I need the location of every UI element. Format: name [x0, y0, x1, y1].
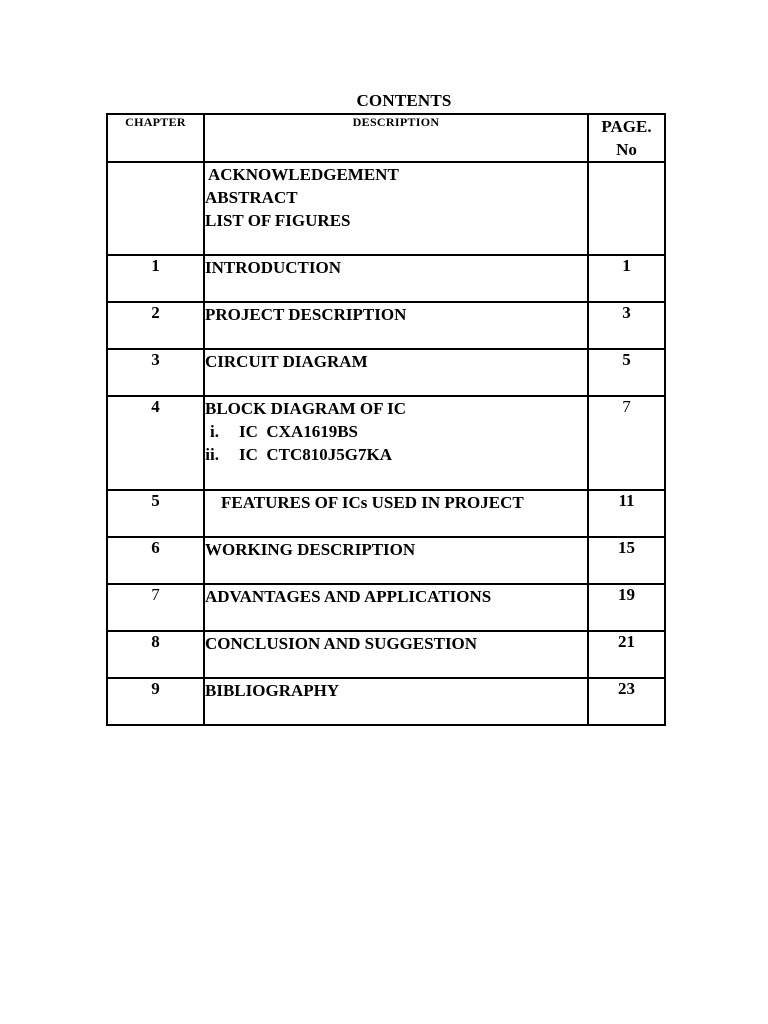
front-matter-item: LIST OF FIGURES	[205, 211, 351, 230]
table-row	[107, 678, 665, 725]
description-column-header: DESCRIPTION	[204, 114, 588, 162]
chapter-title: CONCLUSION AND SUGGESTION	[204, 631, 588, 678]
chapter-number: 4	[107, 396, 204, 490]
chapter-number: 6	[107, 537, 204, 584]
page-number: 11	[588, 490, 665, 537]
page-number: 7	[588, 396, 665, 490]
chapter-title-with-subitems	[204, 396, 588, 490]
chapter-title: WORKING DESCRIPTION	[204, 537, 588, 584]
table-row	[107, 584, 665, 631]
chapter-title: CIRCUIT DIAGRAM	[204, 349, 588, 396]
chapter-number: 8	[107, 631, 204, 678]
table-row	[107, 537, 665, 584]
front-matter-description-cell	[204, 162, 588, 255]
chapter-title: ADVANTAGES AND APPLICATIONS	[204, 584, 588, 631]
chapter-title: BIBLIOGRAPHY	[204, 678, 588, 725]
front-matter-page-cell	[588, 162, 665, 255]
front-matter-row	[107, 162, 665, 255]
chapter-title: FEATURES OF ICs USED IN PROJECT	[204, 490, 588, 537]
page-number: 15	[588, 537, 665, 584]
table-row	[107, 255, 665, 302]
chapter-number: 1	[107, 255, 204, 302]
subitem-marker: i.	[210, 422, 219, 441]
page-number: 3	[588, 302, 665, 349]
chapter-number: 2	[107, 302, 204, 349]
page-number: 23	[588, 678, 665, 725]
page-column-header	[588, 114, 665, 162]
subitem-text: IC CTC810J5G7KA	[239, 445, 393, 464]
table-row	[107, 396, 665, 490]
chapter-number: 7	[107, 584, 204, 631]
chapter-number: 5	[107, 490, 204, 537]
page-number: 1	[588, 255, 665, 302]
chapter-number: 9	[107, 678, 204, 725]
chapter-column-header: CHAPTER	[107, 114, 204, 162]
page-header-line-1: PAGE.	[601, 117, 652, 136]
page-number: 21	[588, 631, 665, 678]
subitem-marker: ii.	[205, 445, 219, 464]
table-row	[107, 631, 665, 678]
table-row	[107, 490, 665, 537]
subitem	[199, 443, 587, 466]
front-matter-item: ACKNOWLEDGEMENT	[208, 165, 399, 184]
subitem-text: IC CXA1619BS	[239, 422, 359, 441]
page-number: 19	[588, 584, 665, 631]
page-header-line-2: No	[616, 140, 637, 159]
chapter-title: PROJECT DESCRIPTION	[204, 302, 588, 349]
chapter-number: 3	[107, 349, 204, 396]
chapter-title: INTRODUCTION	[204, 255, 588, 302]
page-title: CONTENTS	[356, 91, 452, 110]
table-header-row	[107, 114, 665, 162]
subitem	[205, 420, 587, 443]
front-matter-item: ABSTRACT	[205, 188, 298, 207]
table-row	[107, 349, 665, 396]
contents-table	[106, 113, 666, 726]
page-number: 5	[588, 349, 665, 396]
front-matter-chapter-cell	[107, 162, 204, 255]
chapter-title: BLOCK DIAGRAM OF IC	[205, 399, 407, 418]
table-row	[107, 302, 665, 349]
